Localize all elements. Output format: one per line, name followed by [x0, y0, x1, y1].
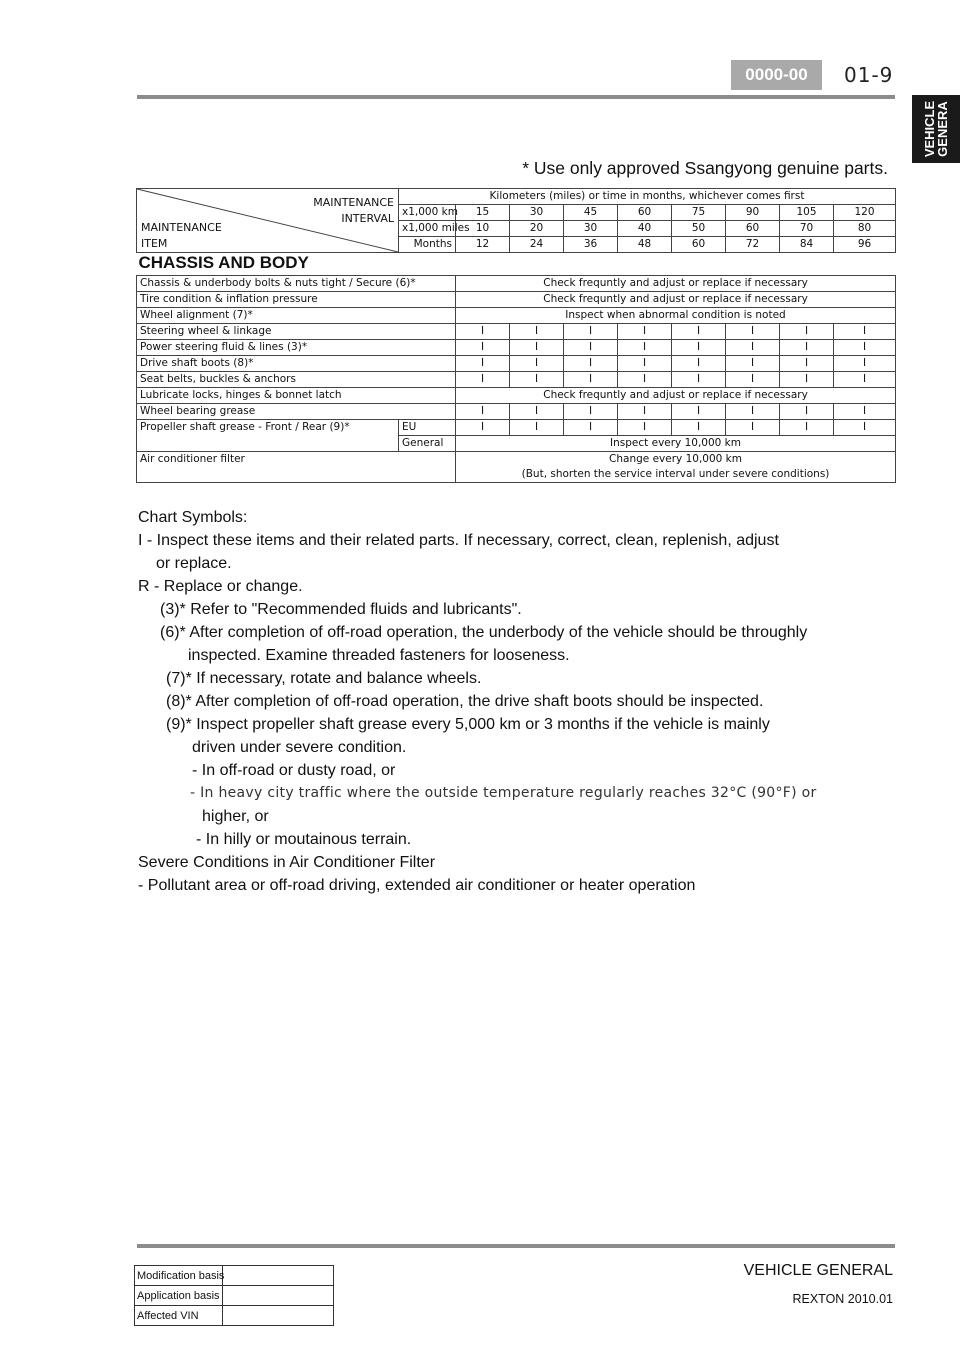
months-cell: 36 [564, 237, 618, 253]
section-code-badge: 0000-00 [731, 60, 822, 90]
months-cell: 84 [780, 237, 834, 253]
tab-line-1: VEHICLE [922, 100, 937, 158]
item-cell: Wheel alignment (7)* [137, 308, 456, 324]
months-cell: 48 [618, 237, 672, 253]
notes-line: (8)* After completion of off-road operation, the drive shaft boots should be inspected. [166, 693, 764, 710]
notes-line: R - Replace or change. [138, 578, 303, 595]
notes-line: I - Inspect these items and their related parts. If necessary, correct, clean, replenish, adjust [138, 532, 779, 549]
schedule-cell: I [780, 372, 834, 388]
schedule-cell: I [780, 340, 834, 356]
table-row [137, 388, 896, 404]
notes-line: - In hilly or moutainous terrain. [196, 831, 412, 848]
note-cell [456, 452, 896, 483]
page-number: 01-9 [844, 63, 894, 87]
schedule-cell: I [834, 372, 896, 388]
schedule-cell: I [672, 356, 726, 372]
table-row [137, 420, 896, 436]
header-corner-cell [137, 189, 399, 253]
sub-label-general: General [399, 436, 456, 452]
maintenance-schedule-table [136, 188, 896, 483]
km-cell: 30 [510, 205, 564, 221]
schedule-cell: I [834, 356, 896, 372]
months-cell: 60 [672, 237, 726, 253]
chapter-side-tab [912, 95, 960, 163]
km-cell: 75 [672, 205, 726, 221]
schedule-cell: I [672, 420, 726, 436]
schedule-cell: I [618, 420, 672, 436]
sub-label-eu: EU [399, 420, 456, 436]
tab-line-2: GENERA [935, 101, 950, 157]
miles-cell: 60 [726, 221, 780, 237]
item-cell: Air conditioner filter [137, 452, 456, 483]
application-basis-label: Application basis [135, 1286, 223, 1306]
corner-label-item-2: ITEM [141, 237, 168, 250]
corner-label-interval-1: MAINTENANCE [313, 196, 394, 209]
km-cell: 45 [564, 205, 618, 221]
table-row [135, 1306, 334, 1326]
months-cell: 96 [834, 237, 896, 253]
note-cell: Inspect when abnormal condition is noted [456, 308, 896, 324]
schedule-cell: I [618, 404, 672, 420]
table-row [137, 372, 896, 388]
months-label: Months [399, 237, 456, 253]
table-row [135, 1266, 334, 1286]
schedule-cell: I [564, 404, 618, 420]
schedule-cell: I [618, 340, 672, 356]
notes-line: (6)* After completion of off-road operation, the underbody of the vehicle should be throughly [160, 624, 808, 641]
chart-symbols-notes [138, 506, 898, 897]
notes-line: (3)* Refer to "Recommended fluids and lubricants". [160, 601, 522, 618]
note-line: Change every 10,000 km [609, 453, 742, 465]
km-cell: 90 [726, 205, 780, 221]
schedule-cell: I [564, 420, 618, 436]
schedule-cell: I [564, 324, 618, 340]
application-basis-value [223, 1286, 334, 1306]
schedule-cell: I [672, 340, 726, 356]
schedule-cell: I [780, 356, 834, 372]
table-row [137, 276, 896, 292]
affected-vin-value [223, 1306, 334, 1326]
item-cell: Chassis & underbody bolts & nuts tight / Secure (6)* [137, 276, 456, 292]
affected-vin-label: Affected VIN [135, 1306, 223, 1326]
schedule-cell: I [726, 372, 780, 388]
notes-line: Severe Conditions in Air Conditioner Filter [138, 854, 436, 871]
miles-cell: 40 [618, 221, 672, 237]
table-row [135, 1286, 334, 1306]
notes-line: (9)* Inspect propeller shaft grease every 5,000 km or 3 months if the vehicle is mainly [166, 716, 770, 733]
note-cell: Check frequntly and adjust or replace if necessary [456, 292, 896, 308]
miles-cell: 10 [456, 221, 510, 237]
schedule-cell: I [618, 324, 672, 340]
schedule-cell: I [672, 372, 726, 388]
footer-model: REXTON 2010.01 [792, 1292, 893, 1306]
table-row [137, 292, 896, 308]
modification-table [134, 1265, 334, 1326]
schedule-cell: I [834, 324, 896, 340]
corner-label-interval-2: INTERVAL [341, 212, 394, 225]
interval-header: Kilometers (miles) or time in months, whichever comes first [399, 189, 896, 205]
schedule-cell: I [834, 340, 896, 356]
footer-chapter-title: VEHICLE GENERAL [743, 1262, 893, 1279]
note-cell: Inspect every 10,000 km [456, 436, 896, 452]
footer-divider [137, 1244, 895, 1248]
corner-label-item-1: MAINTENANCE [141, 221, 222, 234]
notes-line: - Pollutant area or off-road driving, extended air conditioner or heater operation [138, 877, 696, 894]
schedule-cell: I [672, 324, 726, 340]
table-row [137, 452, 896, 483]
schedule-cell: I [456, 404, 510, 420]
item-cell: Steering wheel & linkage [137, 324, 456, 340]
schedule-cell: I [564, 372, 618, 388]
miles-cell: 80 [834, 221, 896, 237]
notes-line: (7)* If necessary, rotate and balance wheels. [166, 670, 482, 687]
table-row [137, 404, 896, 420]
schedule-cell: I [456, 372, 510, 388]
item-cell: Tire condition & inflation pressure [137, 292, 456, 308]
schedule-cell: I [780, 404, 834, 420]
schedule-cell: I [456, 356, 510, 372]
item-cell: Drive shaft boots (8)* [137, 356, 456, 372]
schedule-cell: I [510, 340, 564, 356]
schedule-cell: I [510, 356, 564, 372]
schedule-cell: I [672, 404, 726, 420]
schedule-cell: I [618, 372, 672, 388]
modification-basis-value [223, 1266, 334, 1286]
schedule-cell: I [510, 404, 564, 420]
schedule-cell: I [564, 356, 618, 372]
months-cell: 24 [510, 237, 564, 253]
schedule-cell: I [726, 324, 780, 340]
miles-cell: 70 [780, 221, 834, 237]
item-cell: Seat belts, buckles & anchors [137, 372, 456, 388]
schedule-cell: I [510, 372, 564, 388]
schedule-cell: I [726, 340, 780, 356]
months-cell: 12 [456, 237, 510, 253]
table-row [137, 324, 896, 340]
section-title: CHASSIS AND BODY [138, 253, 309, 272]
notes-line: inspected. Examine threaded fasteners for looseness. [188, 647, 570, 664]
genuine-parts-note: * Use only approved Ssangyong genuine parts. [522, 158, 888, 178]
miles-cell: 30 [564, 221, 618, 237]
chapter-side-tab-label [923, 101, 949, 157]
schedule-cell: I [456, 420, 510, 436]
km-label: x1,000 km [399, 205, 456, 221]
schedule-cell: I [456, 324, 510, 340]
miles-cell: 20 [510, 221, 564, 237]
km-cell: 15 [456, 205, 510, 221]
schedule-cell: I [726, 420, 780, 436]
table-row [137, 308, 896, 324]
item-cell: Wheel bearing grease [137, 404, 456, 420]
schedule-cell: I [726, 404, 780, 420]
schedule-cell: I [726, 356, 780, 372]
table-header-row [137, 189, 896, 205]
schedule-cell: I [834, 420, 896, 436]
note-cell: Check frequntly and adjust or replace if necessary [456, 276, 896, 292]
months-cell: 72 [726, 237, 780, 253]
schedule-cell: I [564, 340, 618, 356]
km-cell: 120 [834, 205, 896, 221]
item-cell: Propeller shaft grease - Front / Rear (9)* [137, 420, 399, 452]
schedule-cell: I [510, 324, 564, 340]
item-cell: Power steering fluid & lines (3)* [137, 340, 456, 356]
table-row [137, 340, 896, 356]
km-cell: 105 [780, 205, 834, 221]
notes-line: driven under severe condition. [192, 739, 407, 756]
miles-cell: 50 [672, 221, 726, 237]
header-divider [137, 95, 895, 99]
miles-label: x1,000 miles [399, 221, 456, 237]
schedule-cell: I [510, 420, 564, 436]
note-line: (But, shorten the service interval under severe conditions) [521, 468, 830, 480]
notes-line: - In off-road or dusty road, or [192, 762, 396, 779]
notes-line: Chart Symbols: [138, 509, 248, 526]
notes-line: - In heavy city traffic where the outside temperature regularly reaches 32°C (90°F) or [190, 785, 817, 801]
modification-basis-label: Modification basis [135, 1266, 223, 1286]
schedule-cell: I [834, 404, 896, 420]
notes-line: higher, or [202, 808, 269, 825]
note-cell: Check frequntly and adjust or replace if necessary [456, 388, 896, 404]
table-row [137, 356, 896, 372]
schedule-cell: I [780, 420, 834, 436]
schedule-cell: I [780, 324, 834, 340]
schedule-cell: I [618, 356, 672, 372]
item-cell: Lubricate locks, hinges & bonnet latch [137, 388, 456, 404]
notes-line: or replace. [156, 555, 232, 572]
section-title-cell [137, 253, 896, 276]
section-row [137, 253, 896, 276]
km-cell: 60 [618, 205, 672, 221]
schedule-cell: I [456, 340, 510, 356]
